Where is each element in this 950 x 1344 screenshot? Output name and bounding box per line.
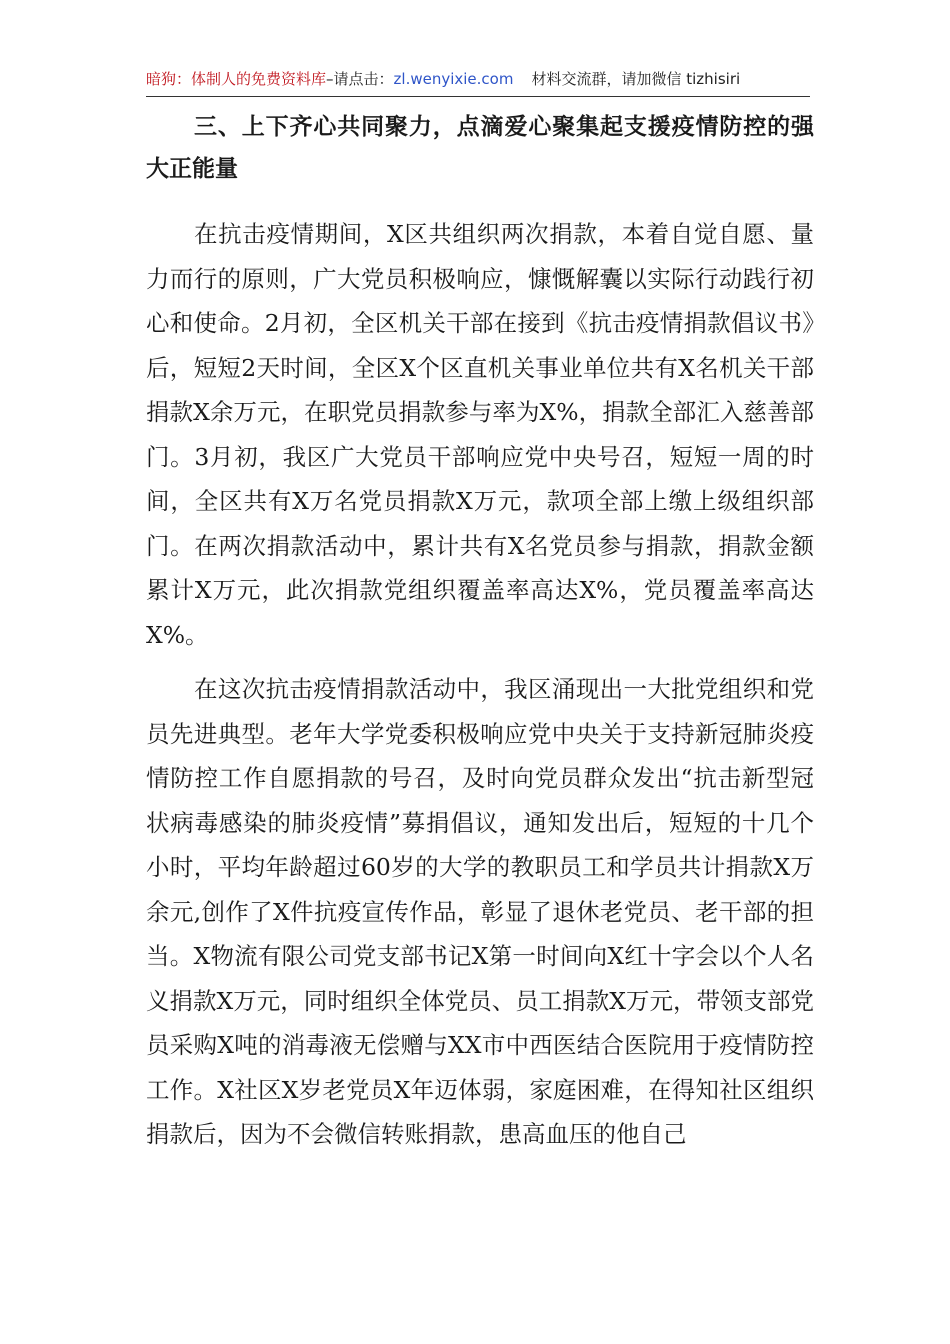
paragraph-exemplary-cases: 在这次抗击疫情捐款活动中，我区涌现出一大批党组织和党员先进典型。老年大学党委积极响应党中央关于支持新冠肺炎疫情防控工作自愿捐款的号召，及时向党员群众发出“抗击新型冠状病毒感染的肺炎疫情”募捐倡议，通知发出后，短短的十几个小时，平均年龄超过60岁的大学的教职员工和学员共计捐款X万余元,创作了X件抗疫宣传作品，彰显了退休老党员、老干部的担当。X物流有限公司党支部书记X第一时间向X红十字会以个人名义捐款X万元，同时组织全体党员、员工捐款X万元，带领支部党员采购X吨的消毒液无偿赠与XX市中西医结合医院用于疫情防控工作。X社区X岁老党员X年迈体弱，家庭困难，在得知社区组织捐款后，因为不会微信转账捐款，患高血压的他自己 [146,675,814,1148]
header-click-prefix: –请点击： [326,70,394,88]
document-header-banner [146,66,810,97]
header-brand-text: 暗狗：体制人的免费资料库 [146,70,327,88]
paragraph-donation-overview: 在抗击疫情期间，X区共组织两次捐款，本着自觉自愿、量力而行的原则，广大党员积极响应，慷慨解囊以实际行动践行初心和使命。2月初，全区机关干部在接到《抗击疫情捐款倡议书》后，短短2天时间，全区X个区直机关事业单位共有X名机关干部捐款X余万元，在职党员捐款参与率为X%，捐款全部汇入慈善部门。3月初，我区广大党员干部响应党中央号召，短短一周的时间，全区共有X万名党员捐款X万元，款项全部上缴上级组织部门。在两次捐款活动中，累计共有X名党员参与捐款，捐款金额累计X万元，此次捐款党组织覆盖率高达X%，党员覆盖率高达X%。 [146,220,814,649]
document-body [146,100,814,1157]
header-contact-text: 材料交流群，请加微信 tizhisiri [531,70,741,88]
section-heading: 三、上下齐心共同聚力，点滴爱心聚集起支援疫情防控的强大正能量 [146,114,814,182]
header-website-link[interactable]: zl.wenyixie.com [393,70,514,88]
